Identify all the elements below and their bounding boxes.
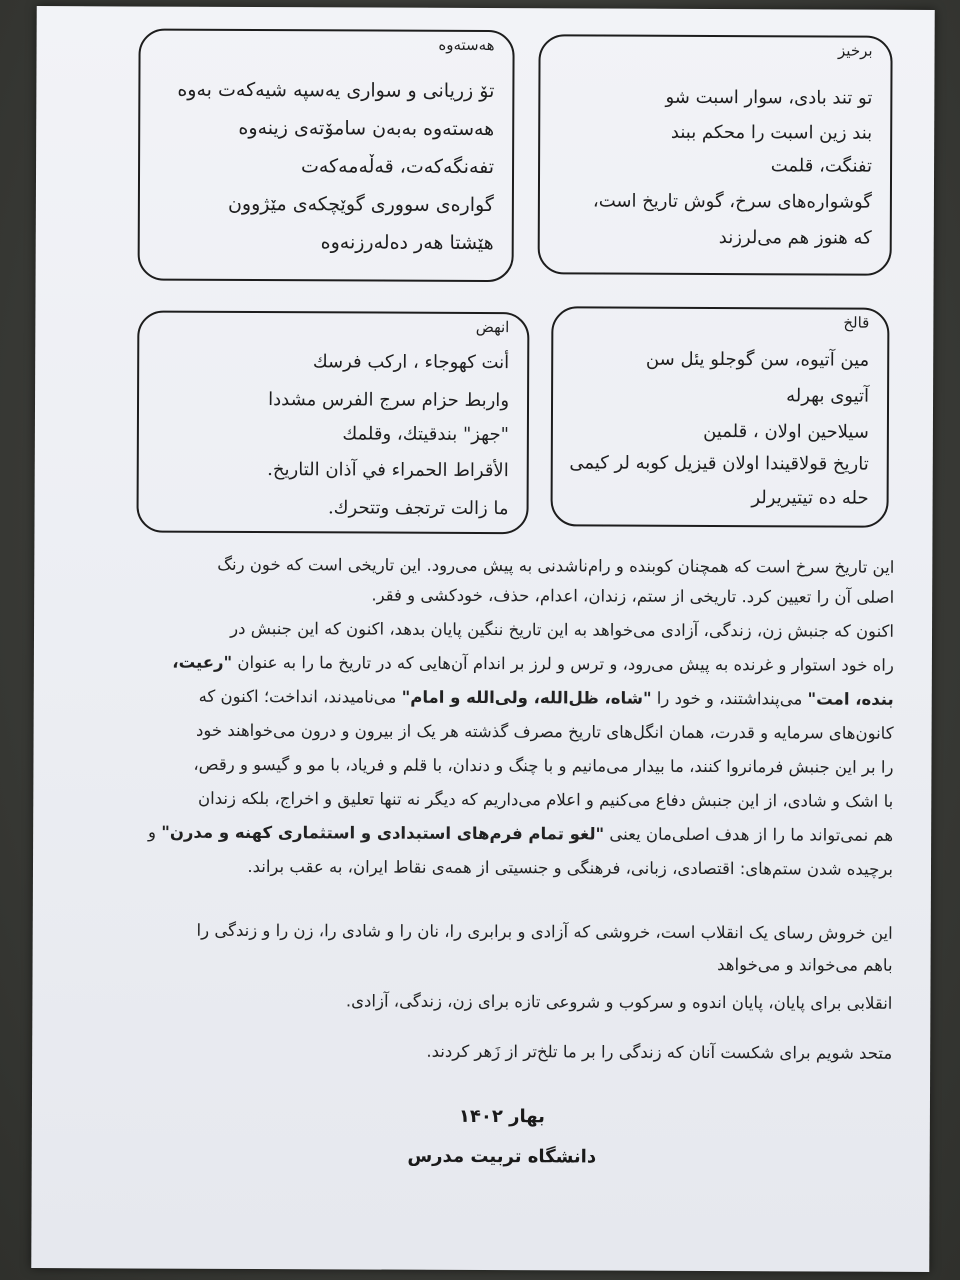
statement-line: باهم می‌خواند و می‌خواهد	[717, 955, 893, 975]
statement-line	[147, 822, 894, 845]
poem-line: بند زین اسبت را محکم ببند	[670, 121, 873, 144]
poem-line: ما زالت ترتجف وتتحرك.	[327, 497, 509, 520]
poem-line: حله ده تیتیریرلر	[751, 487, 869, 509]
poem-line: ھێشتا ھەر دەلەرزنەوە	[320, 231, 494, 255]
statement-emphasis: "شاه، ظل‌الله، ولی‌الله و امام"	[401, 687, 652, 708]
poem-line: گوشواره‌های سرخ، گوش تاریخ است،	[592, 190, 872, 213]
statement-line: را بر این جنبش فرمانروا کنند، ما بیدار می‌مانیم و با چنگ و دندان، با قلم و فریاد، با مو و گیسو و رقص،	[193, 754, 894, 777]
poem-line: تاریخ قولاقیندا اولان قیزیل کوبه لر کیمی	[569, 452, 869, 475]
poem-box-arabic	[136, 310, 529, 534]
poem-heading: ھەستەوە	[438, 35, 495, 55]
poem-line: گوارەی سووری گوێچکەی مێژوون	[227, 192, 494, 217]
poem-line: سیلاحین اولان ، قلمین	[703, 420, 869, 443]
poem-line: "جهز" بندقيتك، وقلمك	[342, 423, 509, 446]
leaflet-paper	[31, 6, 934, 1272]
poem-line: آتیوی بهرله	[786, 385, 870, 407]
statement-text: می‌نامیدند، انداخت؛ اکنون که	[198, 686, 397, 707]
statement-line: با اشک و شادی، از این جنبش دفاع می‌کنیم و اعلام می‌داریم که دیگر نه تنها تعلیق و اخراج، بلکه زندان	[198, 788, 894, 811]
poem-line: واربط حزام سرج الفرس مشددا	[268, 389, 510, 412]
poem-line: تفەنگەکەت، قەڵەمەکەت	[300, 155, 495, 179]
poem-line: تفنگت، قلمت	[770, 155, 873, 177]
poem-line: مین آتیوه، سن گوجلو یئل سن	[645, 348, 870, 371]
statement-emphasis: "لغو تمام فرم‌های استبدادی و استثماری کهنه و مدرن"	[161, 822, 605, 844]
poem-line: تو تند بادی، سوار اسبت شو	[665, 86, 873, 109]
poem-line: که هنوز هم می‌لرزند	[718, 227, 872, 249]
poem-line: تۆ زریانی و سواری یەسپە شیەکەت بەوە	[177, 78, 495, 103]
statement-emphasis: "رعیت،	[172, 652, 233, 672]
signature-date: بهار ۱۴۰۲	[458, 1105, 545, 1128]
poem-box-persian	[538, 34, 893, 276]
statement-line: انقلابی برای پایان، پایان اندوه و سرکوب و شروعی تازه برای زن، زندگی، آزادی.	[345, 991, 893, 1013]
statement-line: برچیده شدن ستم‌های: اقتصادی، زبانی، فرهنگی و جنسیتی از همه‌ی نقاط ایران، به عقب براند.	[247, 856, 894, 879]
poem-heading: برخیز	[838, 41, 873, 60]
statement-text: هم نمی‌تواند ما را از هدف اصلی‌مان یعنی	[609, 824, 894, 845]
poem-heading: انهض	[475, 317, 510, 337]
statement-line	[152, 653, 894, 675]
statement-text: راه خود استوار و غرنده به پیش می‌رود، و ترس و لرز بر اندام آن‌هایی که در تاریخ ما را به عنوان	[237, 652, 894, 675]
statement-line	[152, 687, 894, 709]
poem-line: ھەستەوە بەبەن سامۆتەی زینەوە	[238, 116, 495, 141]
statement-line: متحد شویم برای شکست آنان که زندگی را بر ما تلخ‌تر از زَهر کردند.	[426, 1041, 893, 1063]
poem-box-kurdish	[138, 28, 515, 282]
poem-box-turkish	[550, 306, 889, 527]
statement-text: می‌پنداشتند، و خود را	[656, 688, 803, 709]
poem-heading: قالخ	[843, 313, 870, 332]
poem-line: أنت كهوجاء ، اركب فرسك	[312, 351, 510, 374]
statement-line: این خروش رسای یک انقلاب است، خروشی که آزادی و برابری را، نان را و شادی را، زن را و زندگی را	[196, 920, 893, 943]
statement-line: این تاریخ سرخ است که همچنان کوبنده و رام‌ناشدنی به پیش می‌رود. این تاریخی است که خون رنگ	[217, 554, 895, 577]
statement-line: اکنون که جنبش زن، زندگی، آزادی می‌خواهد به این تاریخ ننگین پایان بدهد، اکنون که این جنبش در	[230, 618, 895, 641]
poem-line: الأقراط الحمراء في آذان التاريخ.	[267, 459, 509, 482]
statement-line: کانون‌های سرمایه و قدرت، همان انگل‌های تاریخ مصرف گذشته هر یک از بیرون و درون می‌خواهند خود	[195, 720, 894, 743]
signature-org: دانشگاه تربیت مدرس	[407, 1145, 597, 1168]
statement-line: اصلی آن را تعیین کرد. تاریخی از ستم، زندان، اعدام، حذف، خودکشی و فقر.	[371, 585, 895, 607]
statement-body	[147, 554, 895, 1063]
statement-emphasis: بنده، امت"	[807, 689, 894, 709]
statement-text: و	[147, 822, 157, 842]
